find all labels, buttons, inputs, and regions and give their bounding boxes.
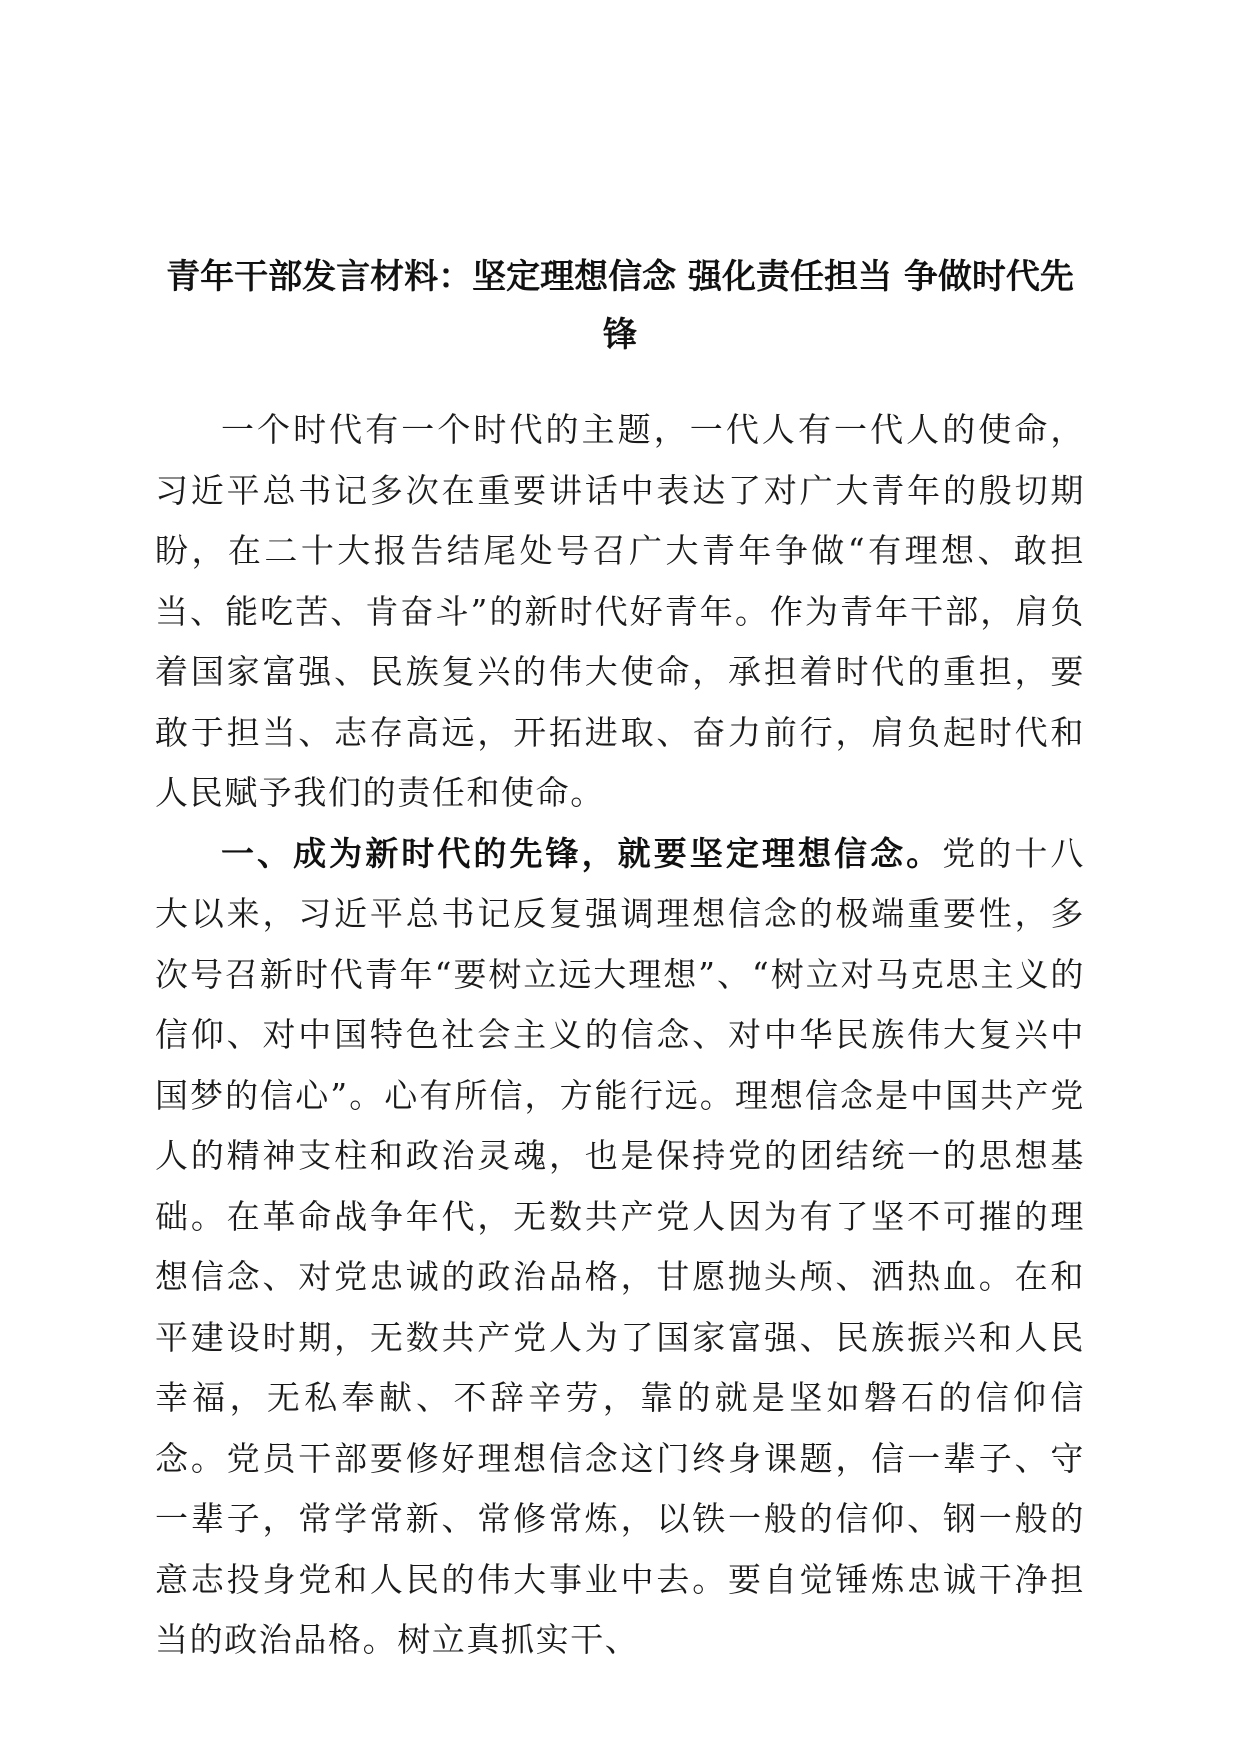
paragraph-intro-text: 一个时代有一个时代的主题，一代人有一代人的使命，习近平总书记多次在重要讲话中表达了对广大青年的殷切期盼，在二十大报告结尾处号召广大青年争做“有理想、敢担当、能吃苦、肯奋斗”的新时代好青年。作为青年干部，肩负着国家富强、民族复兴的伟大使命，承担着时代的重担，要敢于担当、志存高远，开拓进取、奋力前行，肩负起时代和人民赋予我们的责任和使命。 [155,410,1085,812]
section-one-text: 党的十八大以来，习近平总书记反复强调理想信念的极端重要性，多次号召新时代青年“要树立远大理想”、“树立对马克思主义的信仰、对中国特色社会主义的信念、对中华民族伟大复兴中国梦的信心”。心有所信，方能行远。理想信念是中国共产党人的精神支柱和政治灵魂，也是保持党的团结统一的思想基础。在革命战争年代，无数共产党人因为有了坚不可摧的理想信念、对党忠诚的政治品格，甘愿抛头颅、洒热血。在和平建设时期，无数共产党人为了国家富强、民族振兴和人民幸福，无私奉献、不辞辛劳，靠的就是坚如磐石的信仰信念。党员干部要修好理想信念这门终身课题，信一辈子、守一辈子，常学常新、常修常炼，以铁一般的信仰、钢一般的意志投身党和人民的伟大事业中去。要自觉锤炼忠诚干净担当的政治品格。树立真抓实干、 [155,833,1086,1659]
section-one-heading: 一、成为新时代的先锋，就要坚定理想信念。 [221,833,943,873]
paragraph-intro [155,400,1085,824]
document-title: 青年干部发言材料：坚定理想信念 强化责任担当 争做时代先锋 [166,257,1074,355]
paragraph-section-one [155,824,1085,1671]
document-body [155,400,1085,1671]
